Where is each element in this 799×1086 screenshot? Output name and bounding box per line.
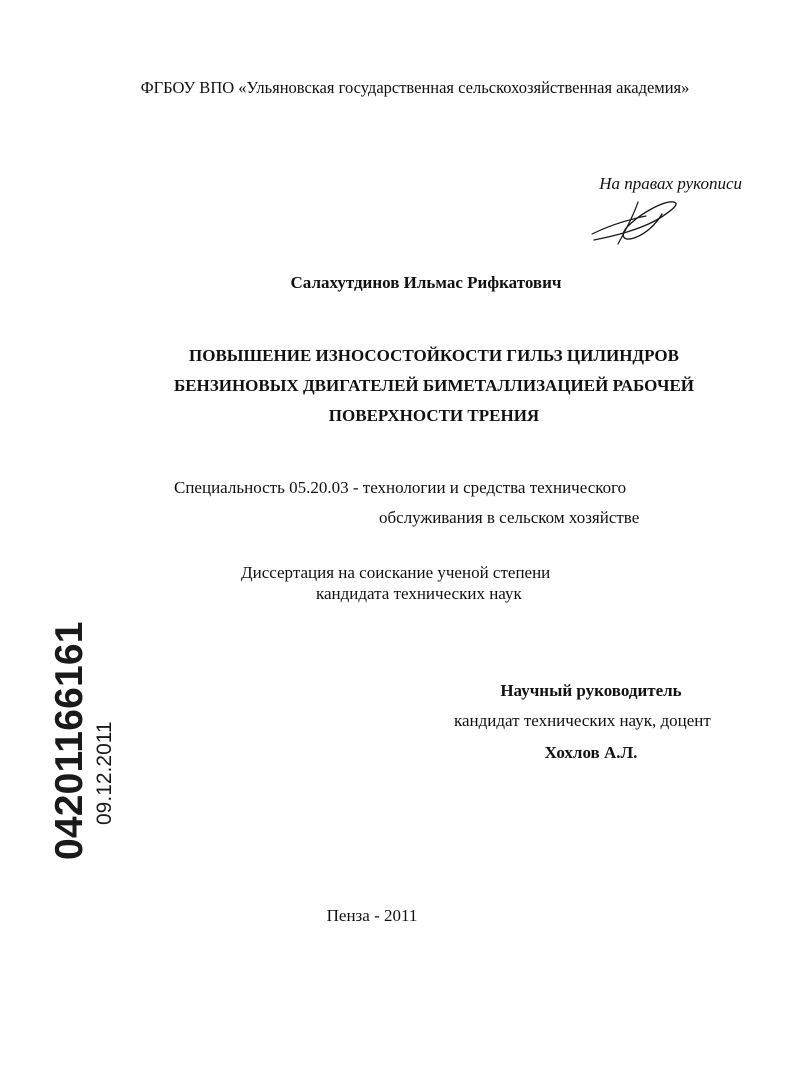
dissertation-title <box>0 341 799 431</box>
place-year: Пенза - 2011 <box>326 906 418 925</box>
title-line: ПОВЫШЕНИЕ ИЗНОСОСТОЙКОСТИ ГИЛЬЗ ЦИЛИНДРОВ <box>189 346 679 365</box>
signature-icon <box>588 196 688 248</box>
supervisor-heading: Научный руководитель <box>500 681 682 700</box>
specialty-line: Специальность 05.20.03 - технологии и средства технического <box>174 478 627 497</box>
title-line: БЕНЗИНОВЫХ ДВИГАТЕЛЕЙ БИМЕТАЛЛИЗАЦИЕЙ РАБОЧЕЙ <box>173 376 695 395</box>
degree-statement-line: Диссертация на соискание ученой степени <box>241 563 551 582</box>
author-name: Салахутдинов Ильмас Рифкатович <box>290 273 562 292</box>
rights-note: На правах рукописи <box>599 174 742 193</box>
title-line: ПОВЕРХНОСТИ ТРЕНИЯ <box>328 406 540 425</box>
library-stamp-date: 09.12.2011 <box>93 721 116 825</box>
supervisor-name: Хохлов А.Л. <box>544 743 638 762</box>
institution-name: ФГБОУ ВПО «Ульяновская государственная сельскохозяйственная академия» <box>140 78 690 97</box>
library-stamp-number: 04201166161 <box>48 621 91 860</box>
degree-statement-line: кандидата технических наук <box>316 584 522 603</box>
supervisor-degree: кандидат технических наук, доцент <box>454 711 711 730</box>
specialty-line: обслуживания в сельском хозяйстве <box>379 508 640 527</box>
